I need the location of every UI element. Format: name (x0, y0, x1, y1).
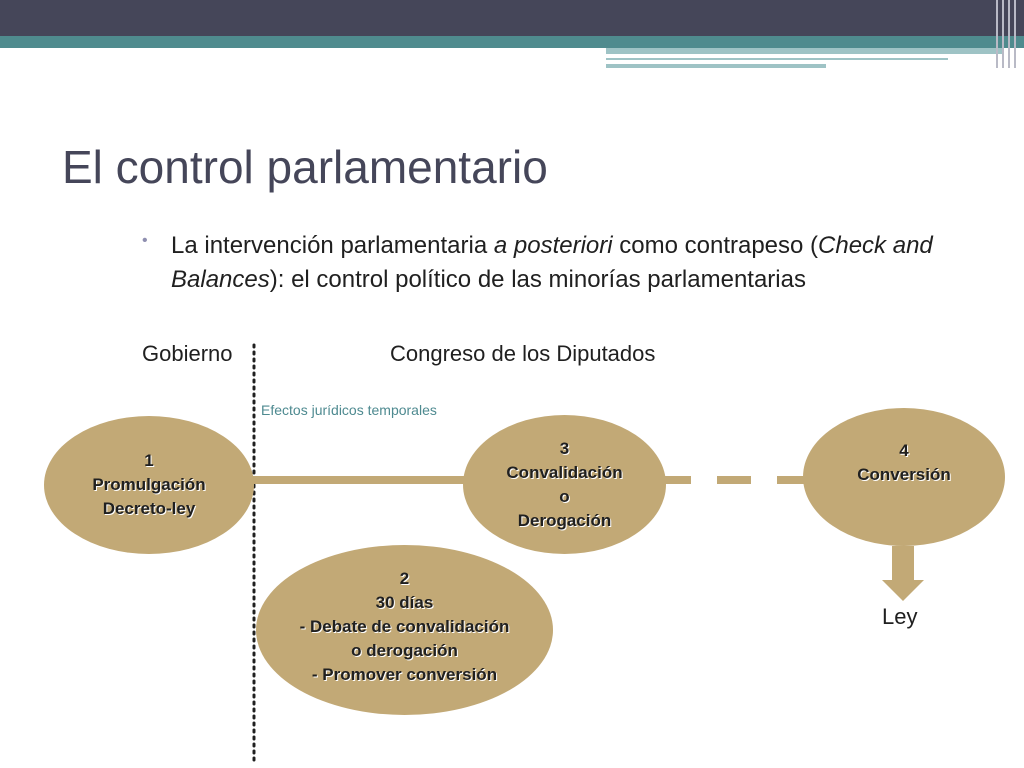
label-gobierno: Gobierno (142, 341, 233, 366)
arrow-down (882, 546, 924, 601)
node-2-line: 30 días (375, 593, 434, 612)
slide-title: El control parlamentario (62, 141, 548, 193)
node-4-line: Conversión (857, 465, 951, 484)
label-ley: Ley (882, 604, 918, 629)
node-2-line: - Promover conversión (311, 665, 498, 684)
node-1-line: Decreto-ley (102, 499, 196, 518)
node-2-line: 2 (399, 569, 410, 588)
node-2-line: o derogación (351, 641, 458, 660)
node-2-line: - Debate de convalidación (299, 617, 510, 636)
node-1-line: 1 (144, 451, 154, 470)
node-3-line: Derogación (517, 510, 612, 530)
node-3 (463, 415, 666, 554)
node-4-line: 4 (899, 441, 909, 460)
node-2 (256, 545, 553, 715)
node-3-line: Convalidación (506, 462, 623, 482)
label-congreso: Congreso de los Diputados (390, 341, 656, 366)
node-3-line: o (559, 486, 570, 506)
node-1-line: Promulgación (92, 475, 206, 494)
connector-dash (663, 476, 691, 484)
node-3-line: 3 (559, 438, 570, 458)
connector-solid (250, 476, 474, 484)
bullet-marker: • (142, 232, 148, 249)
bullet-text: La intervención parlamentaria a posteriori como contrapeso (Check and Balances): el control político de las minorías parlamentarias (171, 232, 933, 293)
label-efectos: Efectos jurídicos temporales (261, 402, 437, 418)
node-1 (44, 416, 254, 554)
connector-dash (717, 476, 751, 484)
node-4 (803, 408, 1005, 546)
